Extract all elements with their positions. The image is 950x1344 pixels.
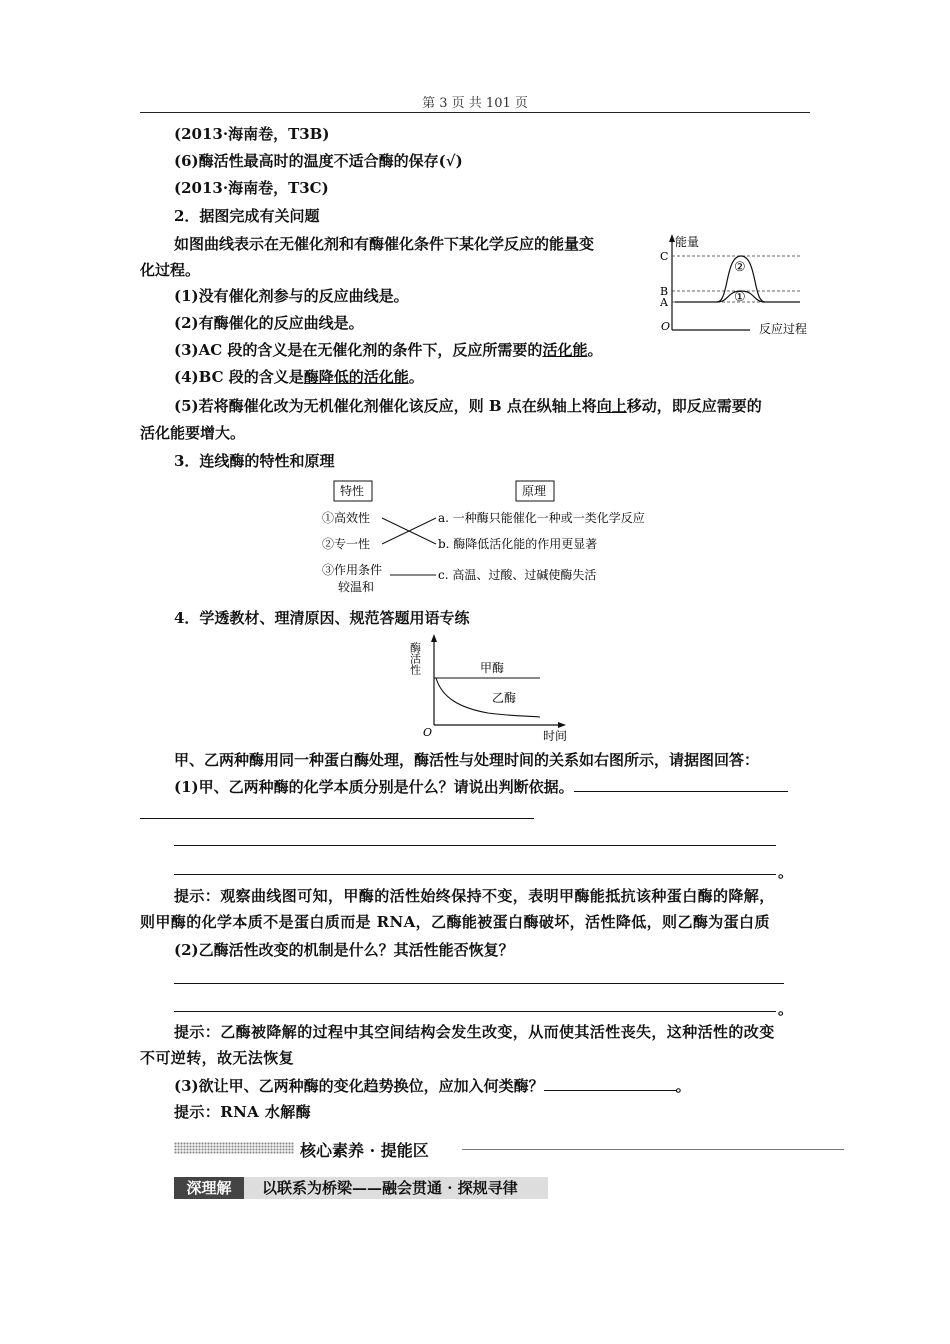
activity-chart bbox=[410, 632, 575, 744]
y-axis-label: 能量 bbox=[675, 235, 700, 249]
text-line: (2)有酶催化的反应曲线是。 bbox=[174, 314, 364, 332]
text-line: 化过程。 bbox=[140, 261, 201, 279]
text-line: (1)没有催化剂参与的反应曲线是。 bbox=[174, 287, 409, 305]
answer-line[interactable] bbox=[174, 1011, 776, 1012]
text-line: 活化能要增大。 bbox=[140, 424, 246, 442]
text-part: (3)AC 段的含义是在无催化剂的条件下，反应所需要的 bbox=[174, 341, 543, 359]
principle-a: a. 一种酶只能催化一种或一类化学反应 bbox=[438, 511, 645, 525]
text-line bbox=[174, 396, 762, 416]
hint-text: 不可逆转，故无法恢复 bbox=[140, 1049, 295, 1067]
property-3b: 较温和 bbox=[338, 580, 375, 594]
origin-label: O bbox=[423, 726, 433, 739]
principle-b: b. 酶降低活化能的作用更显著 bbox=[438, 537, 598, 551]
subsection-subtitle: 以联系为桥梁——融会贯通 · 探规寻律 bbox=[262, 1179, 518, 1197]
answer-line[interactable] bbox=[174, 845, 776, 846]
text-line: (6)酶活性最高时的温度不适合酶的保存(√) bbox=[174, 152, 463, 170]
period-mark: 。 bbox=[675, 1077, 691, 1095]
question-2: (2)乙酶活性改变的机制是什么？其活性能否恢复？ bbox=[174, 941, 514, 959]
question-heading: 2．据图完成有关问题 bbox=[174, 207, 320, 225]
match-diagram bbox=[320, 478, 670, 596]
answer-line[interactable] bbox=[174, 983, 784, 984]
text-part: 移动，即反应需要的 bbox=[626, 397, 762, 415]
answer-underlined: 酶降低的活化能 bbox=[303, 368, 409, 386]
header-divider bbox=[140, 112, 810, 113]
page-number: 第 3 页 共 101 页 bbox=[422, 96, 528, 111]
left-header: 特性 bbox=[340, 484, 365, 498]
text-line: 如图曲线表示在无催化剂和有酶催化条件下某化学反应的能量变 bbox=[174, 235, 595, 253]
series-yi-label: 乙酶 bbox=[492, 691, 517, 705]
y-arrow bbox=[431, 634, 437, 642]
answer-blank[interactable] bbox=[544, 1076, 676, 1091]
answer-line[interactable] bbox=[174, 874, 776, 875]
series-jia-label: 甲酶 bbox=[480, 661, 505, 675]
subsection-tag: 深理解 bbox=[174, 1177, 244, 1199]
text-line: (2013·海南卷，T3B) bbox=[174, 125, 330, 143]
property-3a: ③作用条件 bbox=[322, 563, 383, 577]
question-heading: 3．连线酶的特性和原理 bbox=[174, 452, 335, 470]
period-mark: 。 bbox=[778, 1000, 794, 1018]
answer-underlined: 向上 bbox=[596, 397, 627, 415]
text-line: (2013·海南卷，T3C) bbox=[174, 179, 329, 197]
property-2: ②专一性 bbox=[322, 537, 371, 551]
answer-line[interactable] bbox=[140, 818, 534, 819]
hint-text: 提示：观察曲线图可知，甲酶的活性始终保持不变，表明甲酶能抵抗该种蛋白酶的降解， bbox=[174, 887, 775, 905]
hint-text: 提示：RNA 水解酶 bbox=[174, 1103, 312, 1121]
tick-b: B bbox=[660, 285, 669, 298]
property-1: ①高效性 bbox=[322, 511, 371, 525]
text-line bbox=[174, 340, 602, 360]
y-axis-label: 酶活性 bbox=[408, 642, 422, 675]
question-3 bbox=[174, 1076, 691, 1096]
text-line bbox=[174, 367, 424, 387]
x-axis-label: 反应过程 bbox=[759, 322, 808, 336]
series-yi-line bbox=[436, 678, 540, 717]
energy-chart bbox=[655, 232, 815, 337]
x-axis-label: 时间 bbox=[543, 729, 568, 743]
curve1-label: ① bbox=[734, 290, 746, 305]
period-mark: 。 bbox=[778, 863, 794, 881]
right-header: 原理 bbox=[522, 484, 547, 498]
text-part: 。 bbox=[408, 368, 424, 386]
curve2-label: ② bbox=[734, 260, 746, 275]
tick-c: C bbox=[660, 250, 669, 263]
answer-blank[interactable] bbox=[574, 777, 788, 792]
tick-a: A bbox=[660, 296, 668, 309]
text-part: (5)若将酶催化改为无机催化剂催化该反应，则 B 点在纵轴上将 bbox=[174, 397, 597, 415]
question-1 bbox=[174, 777, 788, 797]
x-arrow bbox=[558, 722, 566, 728]
question-heading: 4．学透教材、理清原因、规范答题用语专练 bbox=[174, 609, 470, 627]
text-part: 。 bbox=[587, 341, 603, 359]
principle-c: c. 高温、过酸、过碱使酶失活 bbox=[438, 568, 597, 582]
section-rule bbox=[462, 1149, 844, 1150]
hint-text: 则甲酶的化学本质不是蛋白质而是 RNA，乙酶能被蛋白酶破坏，活性降低，则乙酶为蛋白质 bbox=[140, 913, 770, 931]
section-dots bbox=[174, 1142, 294, 1154]
hint-text: 提示：乙酶被降解的过程中其空间结构会发生改变，从而使其活性丧失，这种活性的改变 bbox=[174, 1023, 775, 1041]
origin-label: O bbox=[661, 320, 671, 333]
question-text: (1)甲、乙两种酶的化学本质分别是什么？请说出判断依据。 bbox=[174, 778, 574, 796]
text-line: 甲、乙两种酶用同一种蛋白酶处理，酶活性与处理时间的关系如右图所示，请据图回答： bbox=[174, 751, 760, 769]
section-title: 核心素养 · 提能区 bbox=[300, 1141, 429, 1160]
question-text: (3)欲让甲、乙两种酶的变化趋势换位，应加入何类酶？ bbox=[174, 1077, 544, 1095]
text-part: (4)BC 段的含义是 bbox=[174, 368, 304, 386]
answer-underlined: 活化能 bbox=[542, 341, 588, 359]
